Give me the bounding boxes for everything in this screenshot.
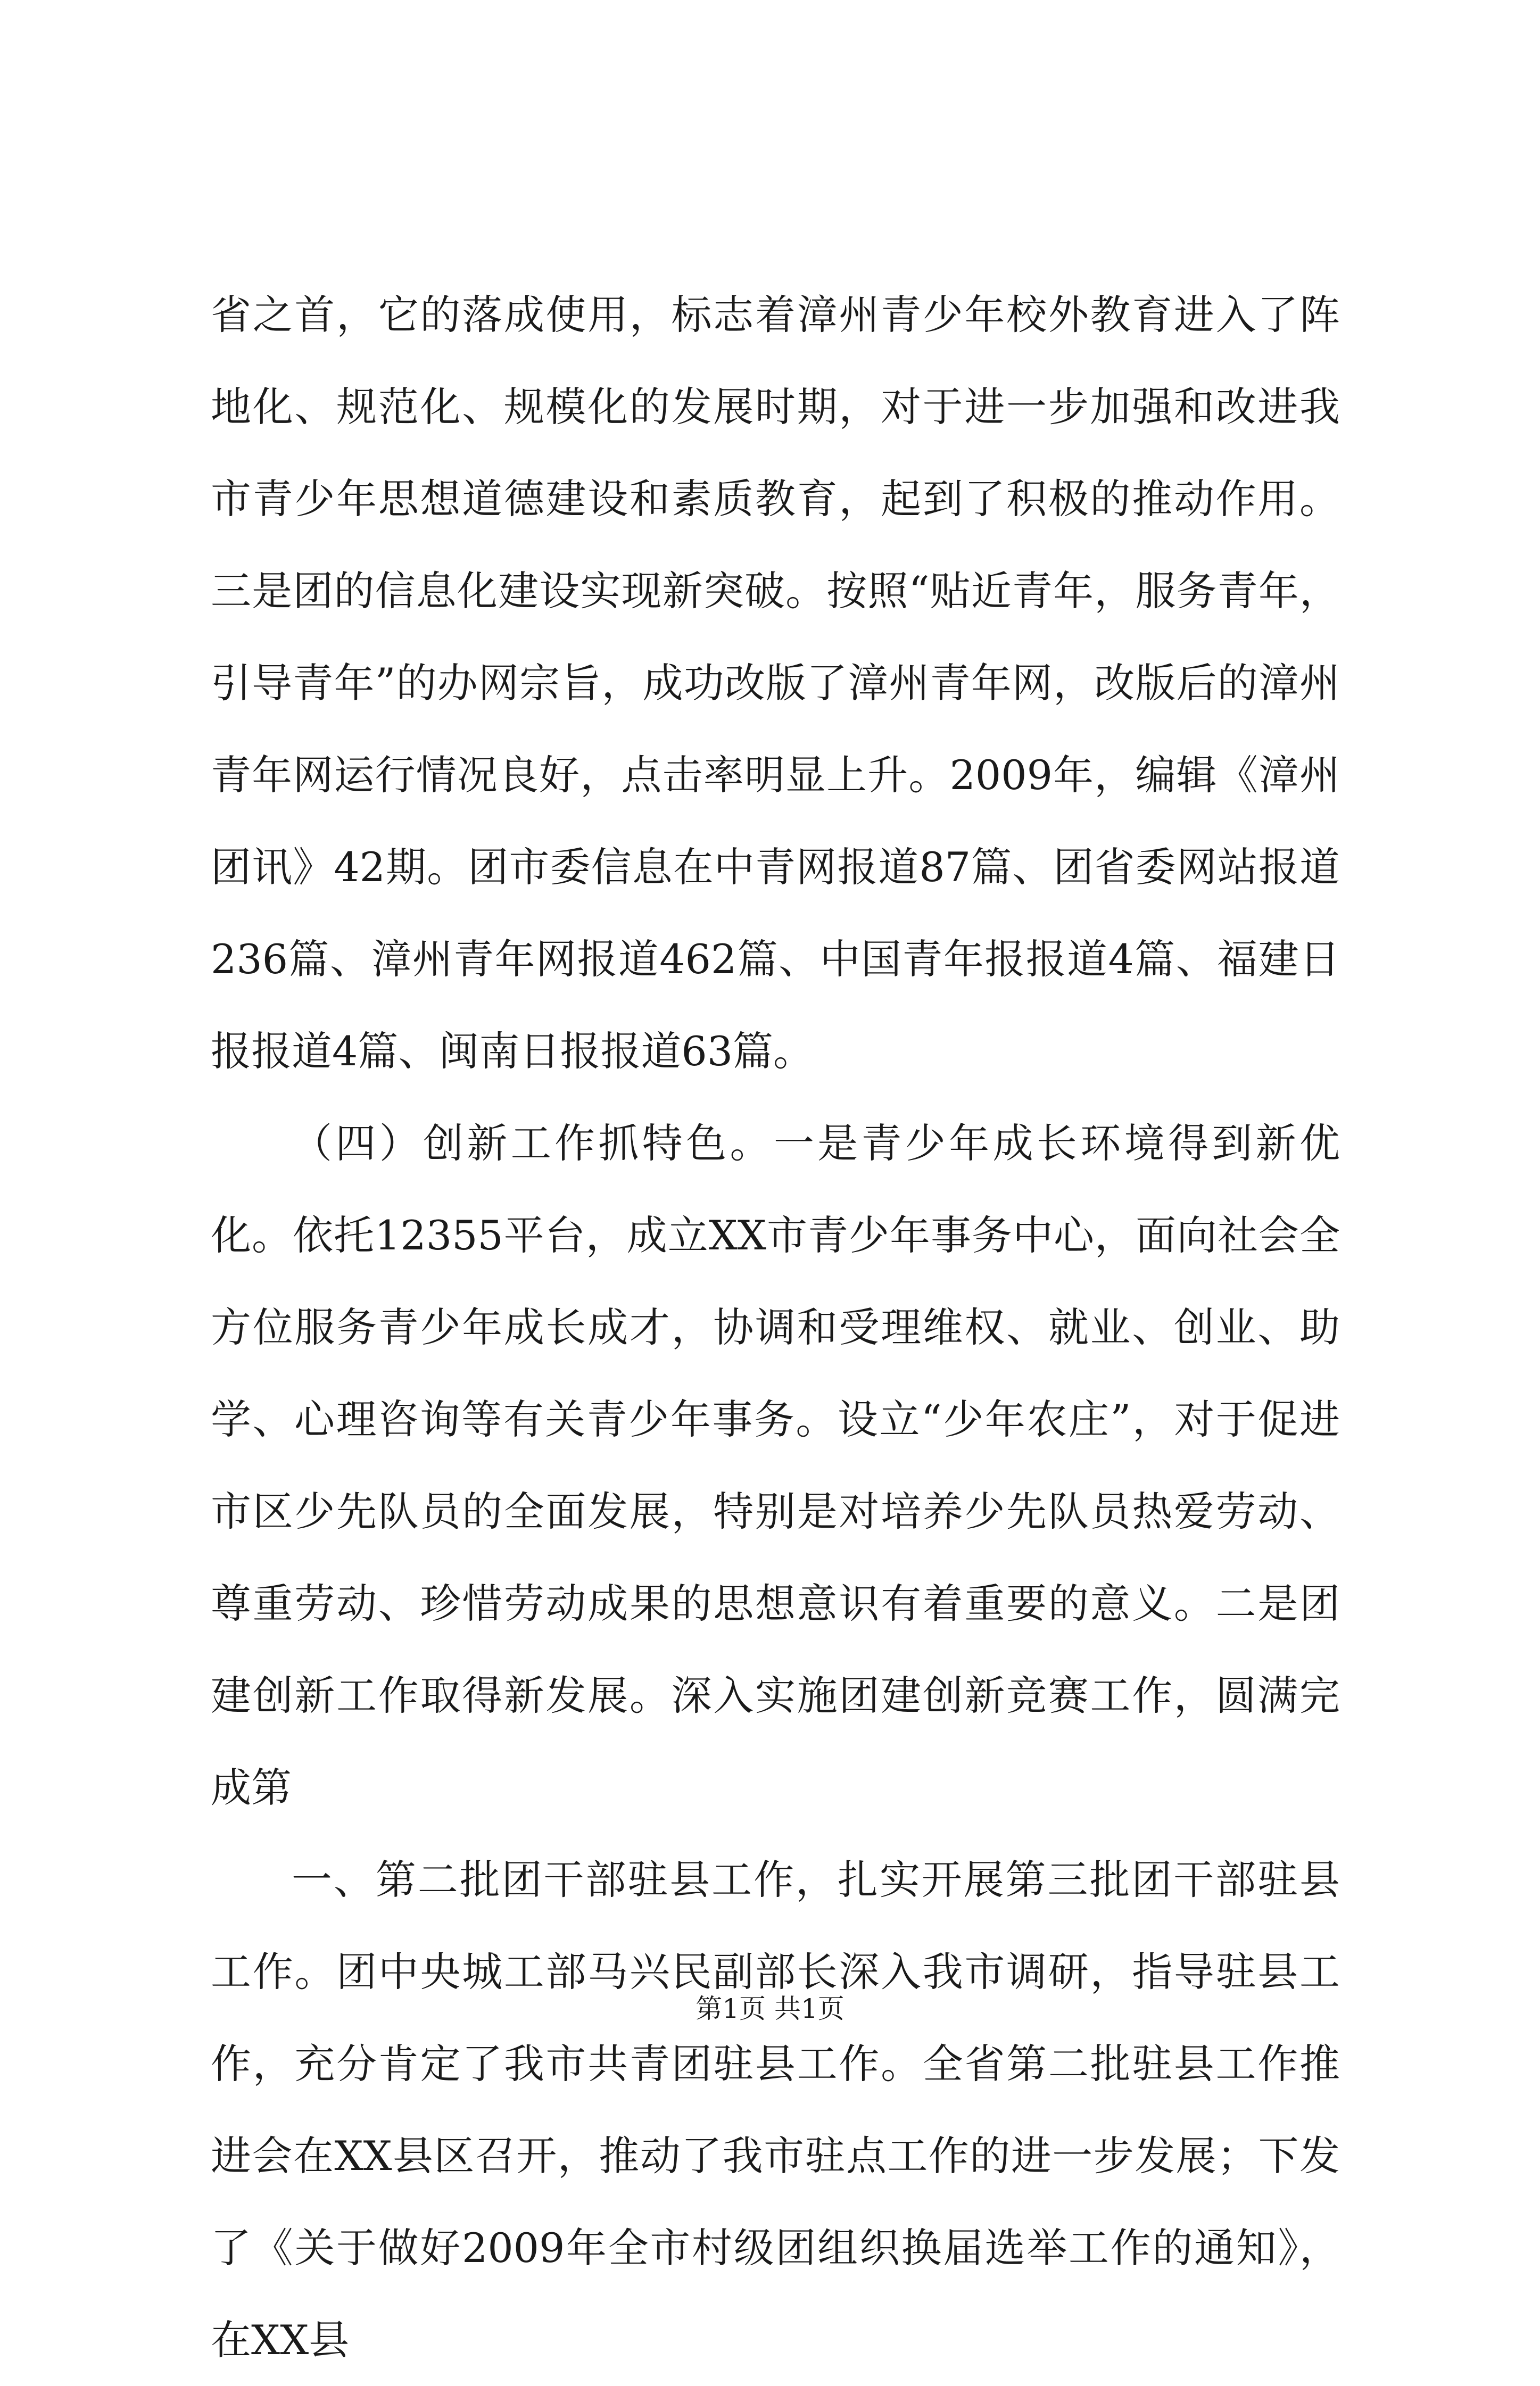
paragraph-1: 省之首，它的落成使用，标志着漳州青少年校外教育进入了阵地化、规范化、规模化的发展时期，对于进一步加强和改进我市青少年思想道德建设和素质教育，起到了积极的推动作用。三是团的信息化建设实现新突破。按照“贴近青年，服务青年，引导青年”的办网宗旨，成功改版了漳州青年网，改版后的漳州青年网运行情况良好，点击率明显上升。2009年，编辑《漳州团讯》42期。团市委信息在中青网报道87篇、团省委网站报道236篇、漳州青年网报道462篇、中国青年报报道4篇、福建日报报道4篇、闽南日报报道63篇。 [211,291,1340,1075]
paragraph-3: 一、第二批团干部驻县工作，扎实开展第三批团干部驻县工作。团中央城工部马兴民副部长深入我市调研，指导驻县工作，充分肯定了我市共青团驻县工作。全省第二批驻县工作推进会在XX县区召开，推动了我市驻点工作的进一步发展；下发了《关于做好2009年全市村级团组织换届选举工作的通知》，在XX县 [211,1856,1340,2364]
paragraph-2: （四）创新工作抓特色。一是青少年成长环境得到新优化。依托12355平台，成立XX市青少年事务中心，面向社会全方位服务青少年成长成才，协调和受理维权、就业、创业、助学、心理咨询等有关青少年事务。设立“少年农庄”，对于促进市区少先队员的全面发展，特别是对培养少先队员热爱劳动、尊重劳动、珍惜劳动成果的思想意识有着重要的意义。二是团建创新工作取得新发展。深入实施团建创新竞赛工作，圆满完成第 [211,1120,1340,1811]
document-body [211,269,1340,2386]
page-footer: 第1页 共1页 [696,1993,844,2024]
